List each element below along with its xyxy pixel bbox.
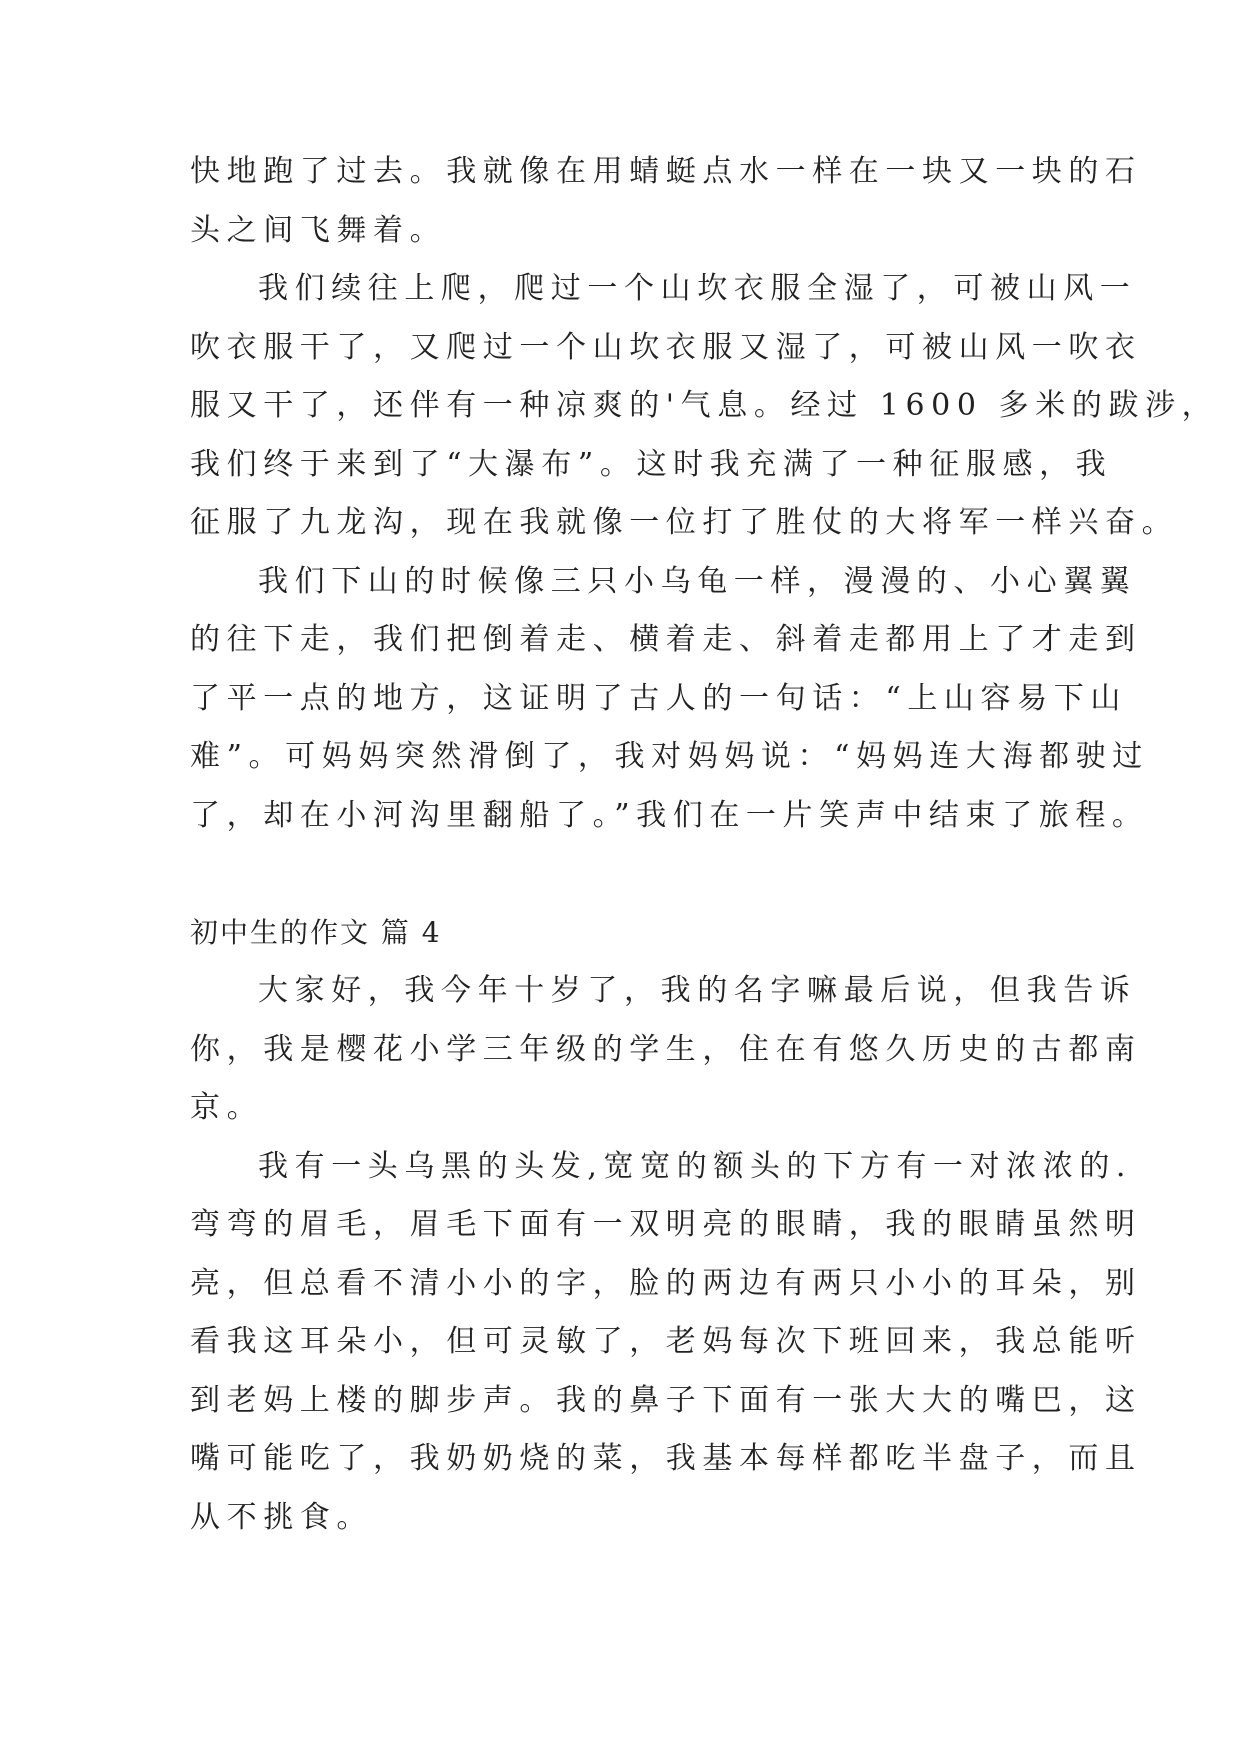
text-line: 的往下走，我们把倒着走、横着走、斜着走都用上了才走到 (190, 622, 1142, 657)
section-gap (190, 845, 1050, 904)
text-line: 弯弯的眉毛，眉毛下面有一双明亮的眼睛，我的眼睛虽然明 (190, 1207, 1142, 1242)
text-line: 从不挑食。 (190, 1499, 373, 1535)
document-body (190, 143, 1219, 1547)
paragraph-start-line: 大家好，我今年十岁了，我的名字嘛最后说，但我告诉 (258, 973, 1137, 1008)
section-heading: 初中生的作文 篇 4 (190, 915, 442, 949)
text-line: 京。 (190, 1090, 264, 1125)
text-line: 看我这耳朵小，但可灵敏了，老妈每次下班回来，我总能听 (190, 1324, 1142, 1359)
paragraph-start-line: 我有一头乌黑的头发,宽宽的额头的下方有一对浓浓的. (258, 1148, 1133, 1184)
text-line: 了，却在小河沟里翻船了。”我们在一片笑声中结束了旅程。 (190, 797, 1149, 833)
text-line: 吹衣服干了，又爬过一个山坎衣服又湿了，可被山风一吹衣 (190, 329, 1142, 365)
text-line: 了平一点的地方，这证明了古人的一句话：“上山容易下山 (190, 680, 1127, 716)
text-line: 到老妈上楼的脚步声。我的鼻子下面有一张大大的嘴巴，这 (190, 1382, 1142, 1418)
text-line: 服又干了，还伴有一种凉爽的'气息。经过 1600 多米的跋涉， (190, 388, 1219, 423)
text-line: 快地跑了过去。我就像在用蜻蜓点水一样在一块又一块的石 (190, 154, 1142, 189)
text-line: 嘴可能吃了，我奶奶烧的菜，我基本每样都吃半盘子，而且 (190, 1441, 1142, 1476)
text-line: 你，我是樱花小学三年级的学生，住在有悠久历史的古都南 (190, 1031, 1142, 1067)
paragraph-start-line: 我们续往上爬，爬过一个山坎衣服全湿了，可被山风一 (258, 271, 1137, 306)
text-line: 我们终于来到了“大瀑布”。这时我充满了一种征服感，我 (190, 446, 1113, 482)
paragraph-start-line: 我们下山的时候像三只小乌龟一样，漫漫的、小心翼翼 (258, 563, 1137, 599)
text-line: 难”。可妈妈突然滑倒了，我对妈妈说：“妈妈连大海都驶过 (190, 739, 1149, 774)
text-line: 头之间飞舞着。 (190, 212, 447, 248)
text-line: 亮，但总看不清小小的字，脸的两边有两只小小的耳朵，别 (190, 1265, 1142, 1301)
text-line: 征服了九龙沟，现在我就像一位打了胜仗的大将军一样兴奋。 (190, 505, 1179, 540)
